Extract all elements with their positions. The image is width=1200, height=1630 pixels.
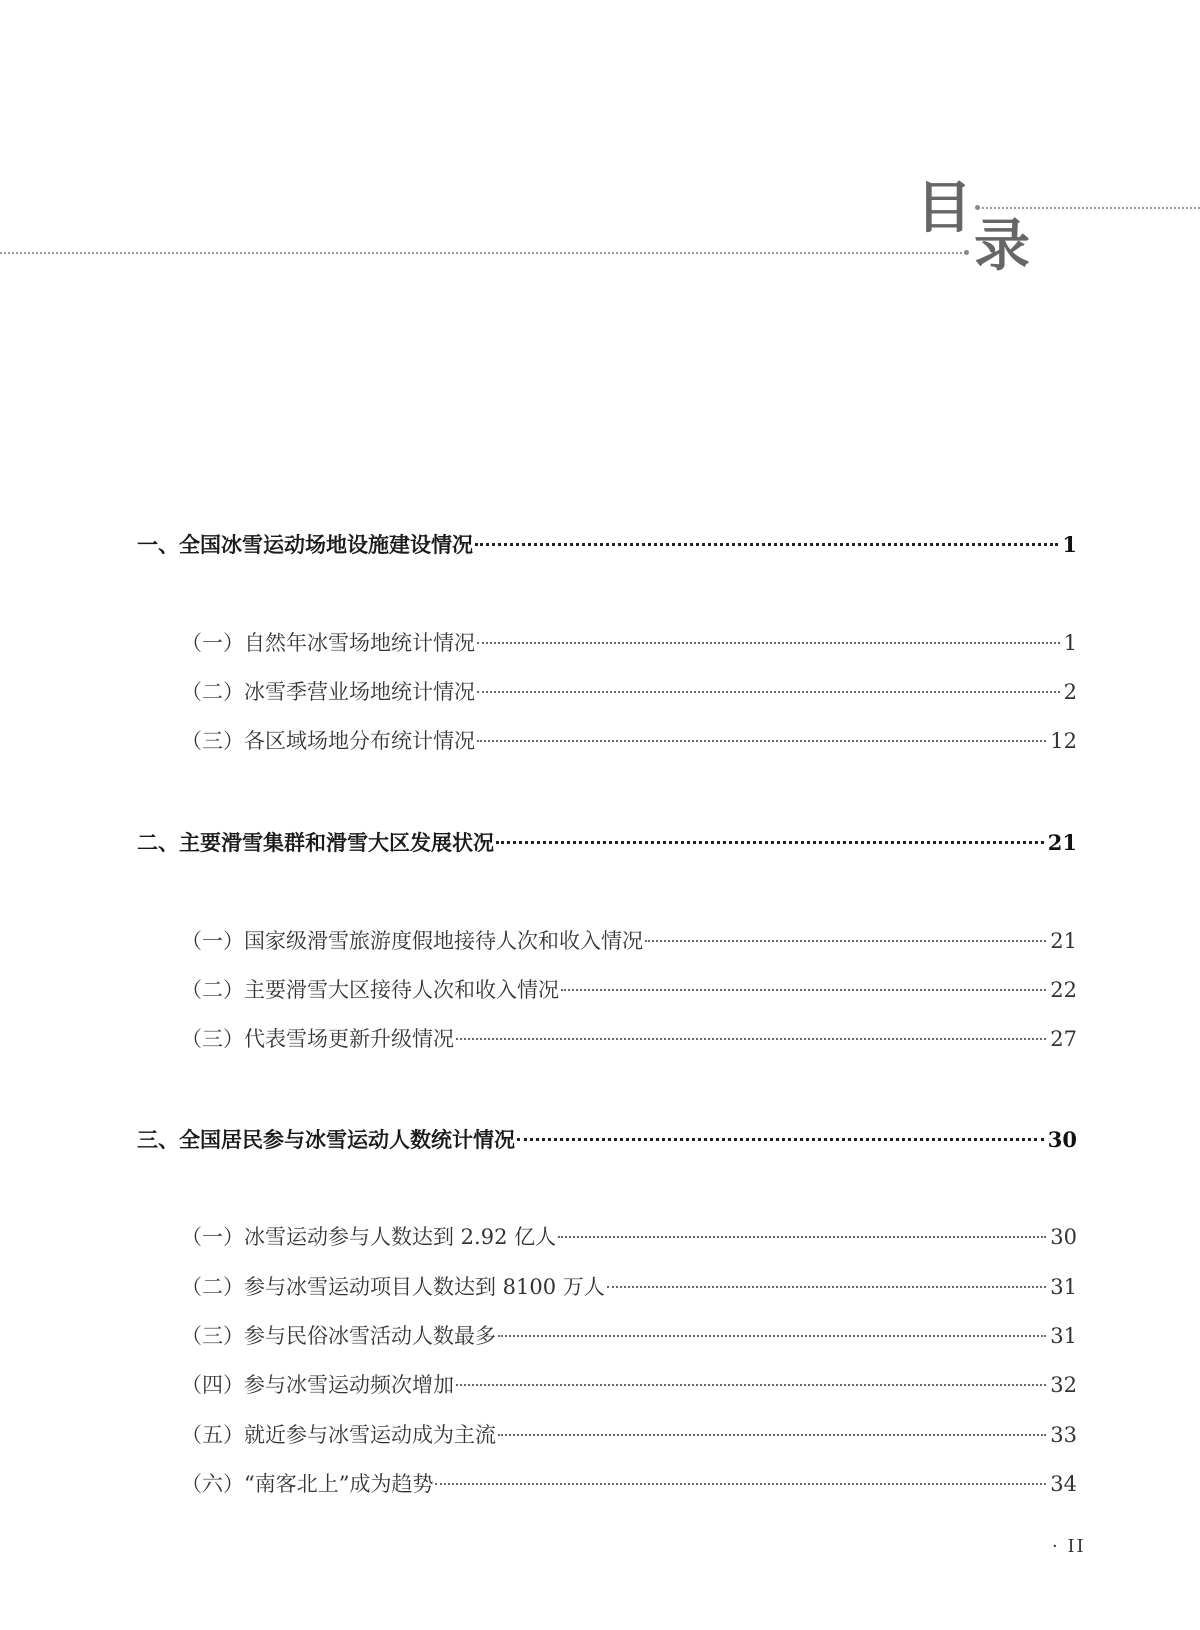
toc-page-number: 30	[1050, 1225, 1077, 1249]
toc-entry[interactable]	[181, 628, 1077, 658]
toc-entry[interactable]	[181, 1370, 1077, 1400]
toc-entry-label: （一）国家级滑雪旅游度假地接待人次和收入情况	[181, 929, 643, 953]
toc-heading[interactable]	[137, 1125, 1077, 1155]
toc-entry-label: （四）参与冰雪运动频次增加	[181, 1373, 454, 1397]
toc-heading-label: 二、主要滑雪集群和滑雪大区发展状况	[137, 831, 494, 855]
toc-page-number: 27	[1050, 1027, 1077, 1051]
toc-entry-label: （三）各区域场地分布统计情况	[181, 729, 475, 753]
toc-page-number: 33	[1050, 1423, 1077, 1447]
dotted-rule-lower	[0, 252, 966, 254]
toc-entry[interactable]	[181, 975, 1077, 1005]
toc-entry[interactable]	[181, 1024, 1077, 1054]
toc-page-number: 1	[1063, 631, 1077, 655]
toc-page-number: 12	[1050, 729, 1077, 753]
toc-page-number: 22	[1050, 978, 1077, 1002]
toc-entry[interactable]	[181, 1469, 1077, 1499]
toc-heading[interactable]	[137, 828, 1077, 858]
toc-entry-label: （二）冰雪季营业场地统计情况	[181, 680, 475, 704]
toc-entry[interactable]	[181, 677, 1077, 707]
toc-entry-label: （三）代表雪场更新升级情况	[181, 1027, 454, 1051]
dot-leader	[475, 543, 1058, 546]
toc-entry[interactable]	[181, 1321, 1077, 1351]
toc-page-number: 32	[1050, 1373, 1077, 1397]
toc-entry[interactable]	[181, 726, 1077, 756]
toc-entry-label: （二）参与冰雪运动项目人数达到 8100 万人	[181, 1275, 605, 1299]
toc-page-number: 2	[1063, 680, 1077, 704]
dot-leader	[456, 1384, 1046, 1386]
dot-leader	[498, 1434, 1046, 1436]
toc-entry-label: （三）参与民俗冰雪活动人数最多	[181, 1324, 496, 1348]
toc-entry[interactable]	[181, 926, 1077, 956]
toc-heading[interactable]	[137, 530, 1077, 560]
dot-leader	[517, 1138, 1044, 1141]
dot-leader	[607, 1286, 1046, 1288]
toc-page-number: 21	[1050, 929, 1077, 953]
dot-cap-lower	[964, 250, 969, 255]
page-title-char-2: 录	[974, 213, 1030, 279]
toc-entry-label: （五）就近参与冰雪运动成为主流	[181, 1423, 496, 1447]
dot-leader	[477, 691, 1060, 693]
toc-entry[interactable]	[181, 1420, 1077, 1450]
toc-page-number: 31	[1050, 1324, 1077, 1348]
toc-entry[interactable]	[181, 1222, 1077, 1252]
dot-leader	[496, 841, 1044, 844]
page-title-char-1: 目	[916, 175, 972, 241]
toc-entry-label: （六）“南客北上”成为趋势	[181, 1472, 434, 1496]
dot-leader	[645, 940, 1046, 942]
toc-heading-label: 三、全国居民参与冰雪运动人数统计情况	[137, 1128, 515, 1152]
dot-cap-upper	[975, 205, 980, 210]
toc-entry-label: （一）自然年冰雪场地统计情况	[181, 631, 475, 655]
dot-leader	[477, 740, 1046, 742]
dot-leader	[498, 1335, 1046, 1337]
dot-leader	[477, 642, 1060, 644]
dot-leader	[456, 1038, 1046, 1040]
page-number-marker: · II	[1052, 1536, 1086, 1557]
toc-page-number: 21	[1047, 830, 1077, 855]
toc-entry-label: （一）冰雪运动参与人数达到 2.92 亿人	[181, 1225, 557, 1249]
toc-page-number: 31	[1050, 1275, 1077, 1299]
toc-heading-label: 一、全国冰雪运动场地设施建设情况	[137, 533, 473, 557]
dot-leader	[558, 1236, 1046, 1238]
toc-page-number: 34	[1050, 1472, 1077, 1496]
dot-leader	[561, 989, 1046, 991]
toc-entry-label: （二）主要滑雪大区接待人次和收入情况	[181, 978, 559, 1002]
toc-page-number: 1	[1062, 532, 1077, 557]
toc-page-number: 30	[1047, 1127, 1077, 1152]
dot-leader	[435, 1483, 1046, 1485]
dotted-rule-upper	[978, 207, 1200, 209]
toc-entry[interactable]	[181, 1272, 1077, 1302]
